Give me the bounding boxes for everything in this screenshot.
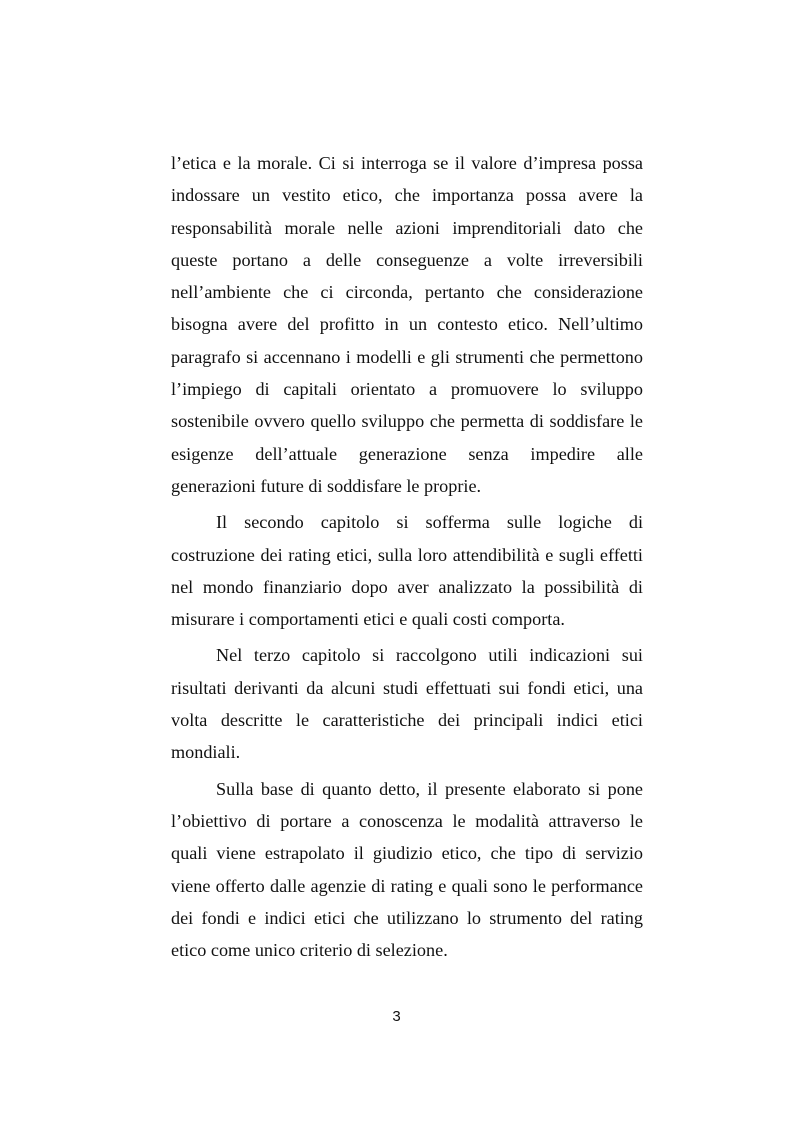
body-text xyxy=(171,147,643,966)
page-number: 3 xyxy=(392,1008,401,1025)
paragraph-continuation: l’etica e la morale. Ci si interroga se il valore d’impresa possa indossare un vestito etico, che importanza possa avere la responsabilità morale nelle azioni imprenditoriali dato che queste portano a delle conseguenze a volte irreversibili nell’ambiente che ci circonda, pertanto che considerazione bisogna avere del profitto in un contesto etico. Nell’ultimo paragrafo si accennano i modelli e gli strumenti che permettono l’impiego di capitali orientato a promuovere lo sviluppo sostenibile ovvero quello sviluppo che permetta di soddisfare le esigenze dell’attuale generazione senza impedire alle generazioni future di soddisfare le proprie. xyxy=(171,153,643,496)
paragraph-conclusion: Sulla base di quanto detto, il presente elaborato si pone l’obiettivo di portare a conoscenza le modalità attraverso le quali viene estrapolato il giudizio etico, che tipo di servizio viene offerto dalle agenzie di rating e quali sono le performance dei fondi e indici etici che utilizzano lo strumento del rating etico come unico criterio di selezione. xyxy=(171,778,643,961)
paragraph-third-chapter: Nel terzo capitolo si raccolgono utili indicazioni sui risultati derivanti da alcuni studi effettuati sui fondi etici, una volta descritte le caratteristiche dei principali indici etici mondiali. xyxy=(171,645,643,763)
paragraph-second-chapter: Il secondo capitolo si sofferma sulle logiche di costruzione dei rating etici, sulla loro attendibilità e sugli effetti nel mondo finanziario dopo aver analizzato la possibilità di misurare i comportamenti etici e quali costi comporta. xyxy=(171,512,643,630)
